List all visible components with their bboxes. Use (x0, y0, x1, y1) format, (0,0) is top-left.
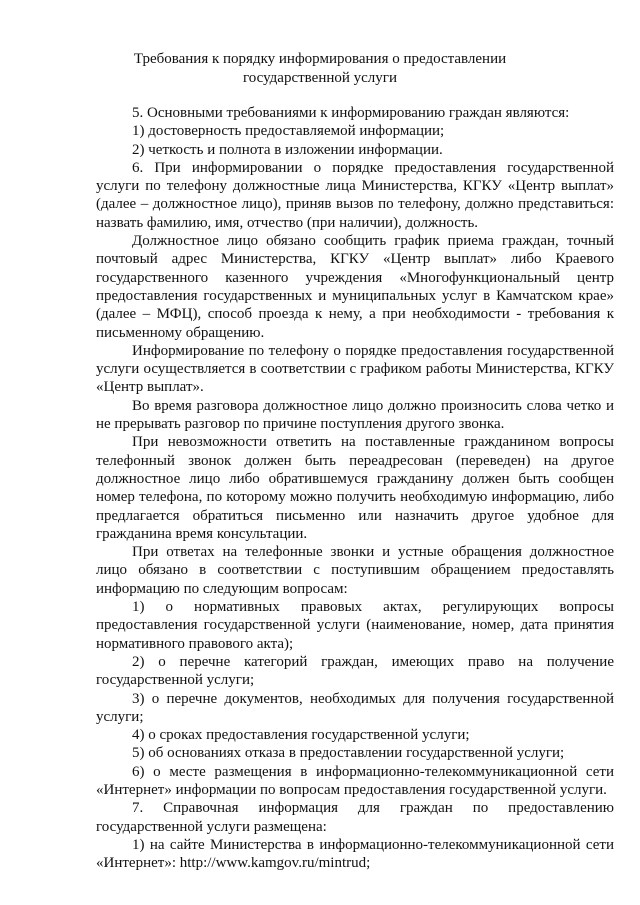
paragraph-conversation-rules: Во время разговора должностное лицо должно произносить слова четко и не прерывать разговор по причине поступления другого звонка. (96, 397, 614, 433)
document-title: Требования к порядку информирования о предоставлении государственной услуги (133, 51, 507, 86)
list-item-deadlines: 4) о сроках предоставления государственной услуги; (132, 727, 470, 744)
list-item-refusal-grounds: 5) об основаниях отказа в предоставлении государственной услуги; (132, 745, 565, 762)
paragraph-phone-schedule: Информирование по телефону о порядке предоставления государственной услуги осуществляется в соответствии с графиком работы Министерства, КГКУ «Центр выплат». (96, 342, 614, 396)
paragraph-answer-topics: При ответах на телефонные звонки и устные обращения должностное лицо обязано в соответствии с поступившим обращением предоставлять информацию по следующим вопросам: (96, 544, 614, 597)
list-item-internet-location: 6) о месте размещения в информационно-телекоммуникационной сети «Интернет» информации по вопросам предоставления государственной услуги. (96, 763, 614, 798)
paragraph-official-duties: Должностное лицо обязано сообщить график приема граждан, точный почтовый адрес Министерства, КГКУ «Центр выплат» либо Краевого государственного казенного учреждения «Многофункциональный центр предоставления государственных и муниципальных услуг в Камчатском крае» (далее – МФЦ), способ проезда к нему, а при необходимости - требования к письменному обращению. (96, 233, 614, 341)
list-item-ministry-website: 1) на сайте Министерства в информационно-телекоммуникационной сети «Интернет»: http://www.kamgov.ru/mintrud; (96, 836, 614, 872)
list-item-clarity: 2) четкость и полнота в изложении информации. (132, 141, 443, 158)
list-item-reliability: 1) достоверность предоставляемой информации; (132, 123, 445, 140)
paragraph-7-reference-info: 7. Справочная информация для граждан по предоставлению государственной услуги размещена: (96, 800, 614, 835)
document-body (96, 104, 614, 872)
list-item-documents: 3) о перечне документов, необходимых для получения государственной услуги; (96, 690, 614, 725)
list-item-citizen-categories: 2) о перечне категорий граждан, имеющих право на получение государственной услуги; (96, 653, 614, 689)
list-item-legal-acts: 1) о нормативных правовых актах, регулирующих вопросы предоставления государственной услуги (наименование, номер, дата принятия нормативного правового акта); (96, 599, 614, 652)
paragraph-5-intro: 5. Основными требованиями к информированию граждан являются: (132, 105, 570, 121)
paragraph-6-phone-info: 6. При информировании о порядке предоставления государственной услуги по телефону должностные лица Министерства, КГКУ «Центр выплат» (далее – должностное лицо), приняв вызов по телефону, должно представиться: назвать фамилию, имя, отчество (при наличии), должность. (96, 159, 614, 231)
paragraph-call-redirect: При невозможности ответить на поставленные гражданином вопросы телефонный звонок должен быть переадресован (переведен) на другое должностное лицо либо обратившемуся гражданину должен быть сообщен номер телефона, по которому можно получить необходимую информацию, либо предлагается обратиться письменно или назначить другое удобное для гражданина время консультации. (96, 434, 614, 542)
